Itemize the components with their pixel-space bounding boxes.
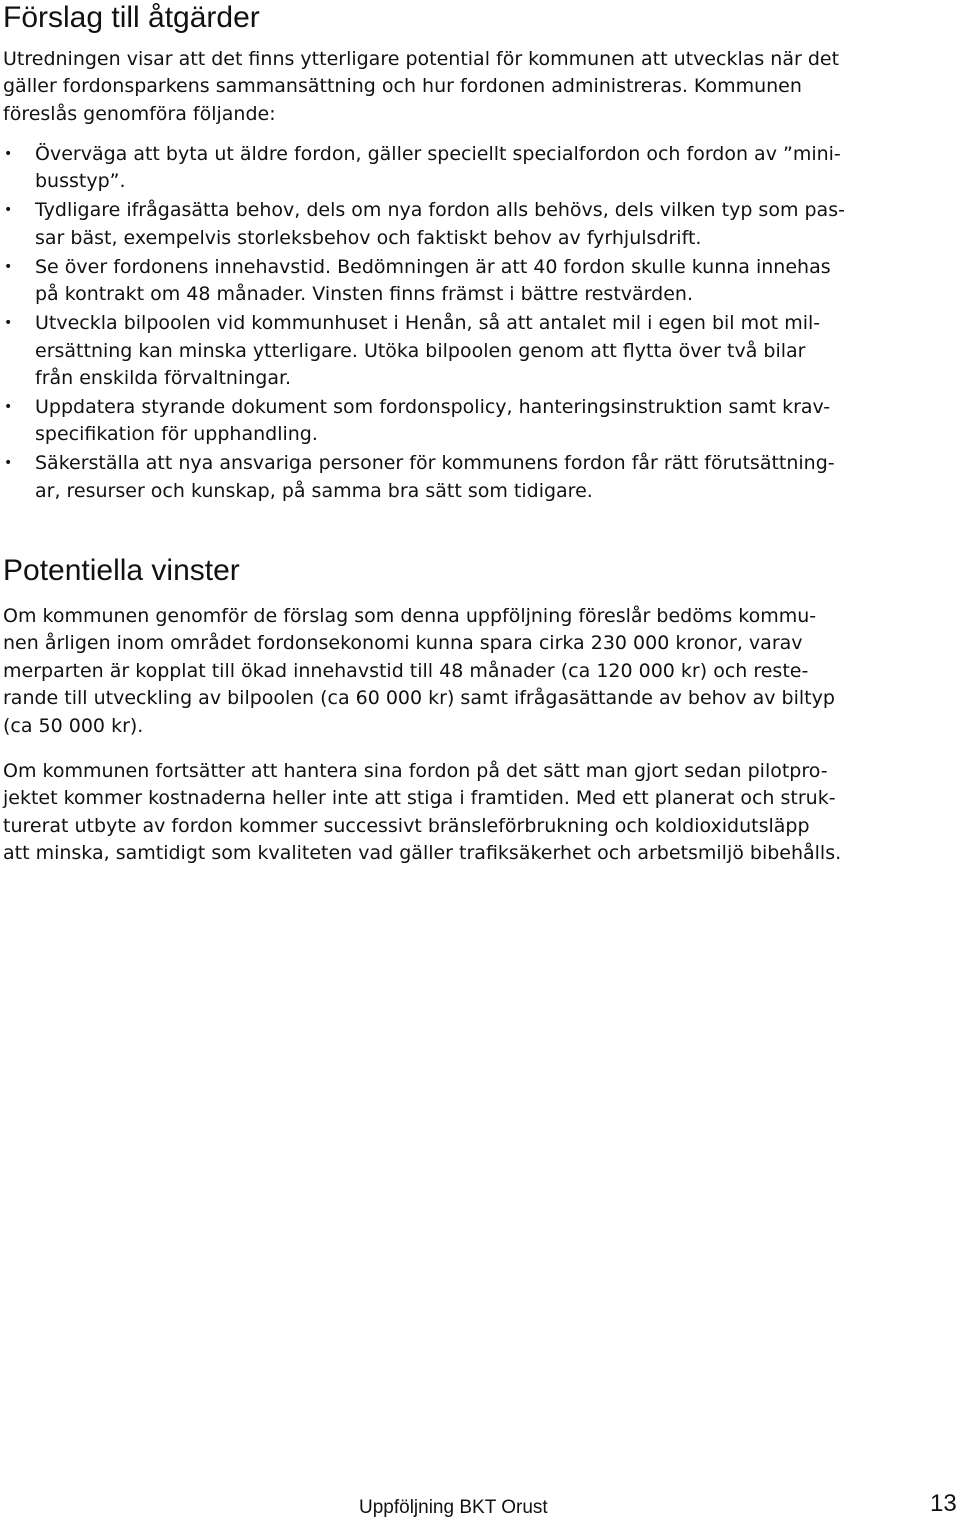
paragraph-line: (ca 50 000 kr).: [3, 714, 144, 737]
intro-line: Utredningen visar att det finns ytterligare potential för kommunen att utvecklas när det: [3, 48, 840, 70]
list-item-line: Säkerställa att nya ansvariga personer för kommunens fordon får rätt förutsättning-: [35, 452, 835, 475]
list-item: [3, 141, 953, 196]
list-item-line: ersättning kan minska ytterligare. Utöka bilpoolen genom att flytta över två bilar: [35, 339, 806, 362]
bullet-icon: •: [4, 315, 13, 332]
list-item-line: sar bäst, exempelvis storleksbehov och faktiskt behov av fyrhjulsdrift.: [35, 226, 702, 249]
list-item: [3, 310, 953, 392]
list-item-line: Överväga att byta ut äldre fordon, gäller speciellt specialfordon och fordon av ”mini-: [35, 143, 841, 165]
list-item-line: Tydligare ifrågasätta behov, dels om nya fordon alls behövs, dels vilken typ som pas-: [35, 199, 845, 222]
paragraph-line: rande till utveckling av bilpoolen (ca 60 000 kr) samt ifrågasättande av behov av biltyp: [3, 687, 835, 710]
list-item-line: Se över fordonens innehavstid. Bedömningen är att 40 fordon skulle kunna innehas: [35, 255, 831, 278]
bullet-icon: •: [4, 399, 13, 416]
list-item-line: från enskilda förvaltningar.: [35, 367, 292, 390]
paragraph-line: jektet kommer kostnaderna heller inte att stiga i framtiden. Med ett planerat och struk-: [3, 787, 836, 810]
intro-paragraph: [3, 46, 953, 128]
bullet-icon: •: [4, 455, 13, 472]
paragraph-line: turerat utbyte av fordon kommer successivt bränsleförbrukning och koldioxidutsläpp: [3, 814, 810, 837]
footer-document-title: Uppföljning BKT Orust: [359, 1497, 548, 1518]
list-item: [3, 450, 953, 505]
intro-line: föreslås genomföra följande:: [3, 102, 276, 125]
action-list: [3, 141, 953, 507]
list-item: [3, 197, 953, 252]
bullet-icon: •: [4, 258, 13, 275]
paragraph-line: nen årligen inom området fordonsekonomi kunna spara cirka 230 000 kronor, varav: [3, 632, 803, 655]
bullet-icon: •: [4, 146, 13, 162]
intro-line: gäller fordonsparkens sammansättning och hur fordonen administreras. Kommunen: [3, 75, 802, 98]
list-item-line: busstyp”.: [35, 170, 126, 193]
list-item-line: Uppdatera styrande dokument som fordonspolicy, hanteringsinstruktion samt krav-: [35, 396, 831, 419]
list-item-line: ar, resurser och kunskap, på samma bra sätt som tidigare.: [35, 479, 593, 502]
paragraph-line: Om kommunen genomför de förslag som denna uppföljning föreslår bedöms kommu-: [3, 605, 817, 627]
section-heading-forslag: Förslag till åtgärder: [3, 1, 260, 34]
paragraph-line: Om kommunen fortsätter att hantera sina fordon på det sätt man gjort sedan pilotpro-: [3, 760, 828, 782]
list-item-line: på kontrakt om 48 månader. Vinsten finns främst i bättre restvärden.: [35, 283, 693, 306]
list-item: [3, 394, 953, 449]
bullet-icon: •: [4, 202, 13, 219]
paragraph-line: merparten är kopplat till ökad innehavstid till 48 månader (ca 120 000 kr) och reste-: [3, 659, 809, 682]
savings-paragraph: [3, 603, 953, 740]
section-heading-vinster: Potentiella vinster: [3, 554, 240, 587]
page-number: 13: [930, 1490, 957, 1517]
list-item: [3, 254, 953, 309]
list-item-line: specifikation för upphandling.: [35, 423, 318, 446]
paragraph-line: att minska, samtidigt som kvaliteten vad gäller trafiksäkerhet och arbetsmiljö bibehålls.: [3, 842, 842, 865]
continuation-paragraph: [3, 758, 953, 868]
list-item-line: Utveckla bilpoolen vid kommunhuset i Henån, så att antalet mil i egen bil mot mil-: [35, 312, 821, 335]
